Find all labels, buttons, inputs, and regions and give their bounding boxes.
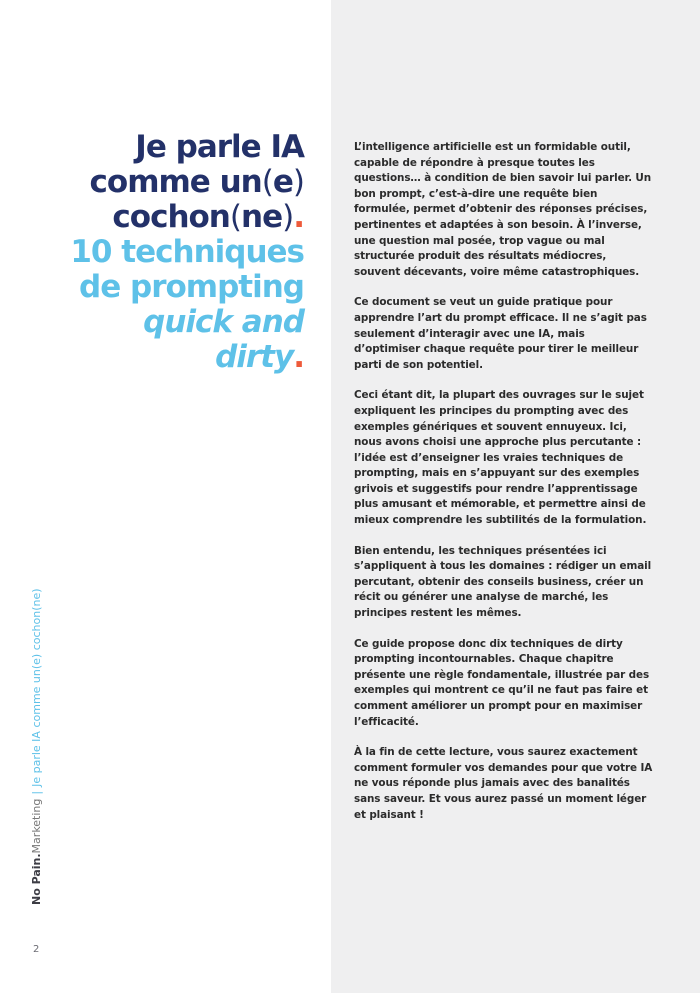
title-line-2: comme un(e): [89, 164, 304, 200]
subtitle-line-1: 10 techniques: [70, 234, 304, 270]
paragraph-1: L’intelligence artificielle est un formidable outil, capable de répondre à presque toutes les questions… à condition de bien savoir lui parler. Un bon prompt, c’est-à-dire une requête bien formulée, permet d’obtenir des réponses précises, pertinentes et adaptées à son besoin. À l’inverse, une question mal posée, trop vague ou mal structurée produit des résultats médiocres, souvent décevants, voire même catastrophiques.: [354, 141, 652, 278]
vertical-running-footer: [30, 588, 43, 905]
paragraph-3: Ceci étant dit, la plupart des ouvrages sur le sujet expliquent les principes du prompting avec des exemples génériques et souvent ennuyeux. Ici, nous avons choisi une approche plus percutante : l’idée est d’enseigner les vraies techniques de prompting, mais en s’appuyant sur des exemples grivois et suggestifs pour rendre l’apprentissage plus amusant et mémorable, et permettre ainsi de mieux comprendre les subtilités de la formulation.: [354, 389, 647, 527]
paragraph-4: Bien entendu, les techniques présentées ici s’appliquent à tous les domaines : rédiger un email percutant, obtenir des conseils business, créer un récit ou générer une analyse de marché, les principes restent les mêmes.: [354, 544, 652, 620]
paragraph-6: À la fin de cette lecture, vous saurez exactement comment formuler vos demandes pour que votre IA ne vous réponde plus jamais avec des banalités sans saveur. Et vous aurez passé un moment léger et plaisant !: [354, 746, 653, 821]
paragraph-2: Ce document se veut un guide pratique pour apprendre l’art du prompt efficace. Il ne s’agit pas seulement d’interagir avec une IA, mais d’optimiser chaque requête pour tirer le meilleur parti de son potentiel.: [354, 296, 647, 371]
brand-name-light: Marketing: [30, 798, 43, 854]
title-line-1: Je parle IA: [135, 129, 304, 165]
footer-doc-title: Je parle IA comme un(e) cochon(ne): [30, 588, 43, 787]
paragraph-5: Ce guide propose donc dix techniques de dirty prompting incontournables. Chaque chapitre présente une règle fondamentale, illustrée par des exemples qui montrent ce qu’il ne faut pas faire et comment améliorer un prompt pour en maximiser l’efficacité.: [354, 637, 650, 728]
title-accent-dot: .: [293, 199, 304, 235]
intro-body-text: [354, 140, 654, 838]
title-line-3: cochon(ne).: [112, 199, 304, 235]
subtitle-line-3: quick and: [143, 304, 304, 340]
subtitle-accent-dot: .: [293, 339, 304, 375]
page-title: [4, 130, 304, 375]
subtitle-line-2: de prompting: [79, 269, 304, 305]
page-number: 2: [33, 944, 40, 955]
brand-name-bold: No Pain.: [30, 853, 43, 905]
footer-separator: |: [30, 790, 43, 795]
subtitle-line-4: dirty.: [215, 339, 304, 375]
